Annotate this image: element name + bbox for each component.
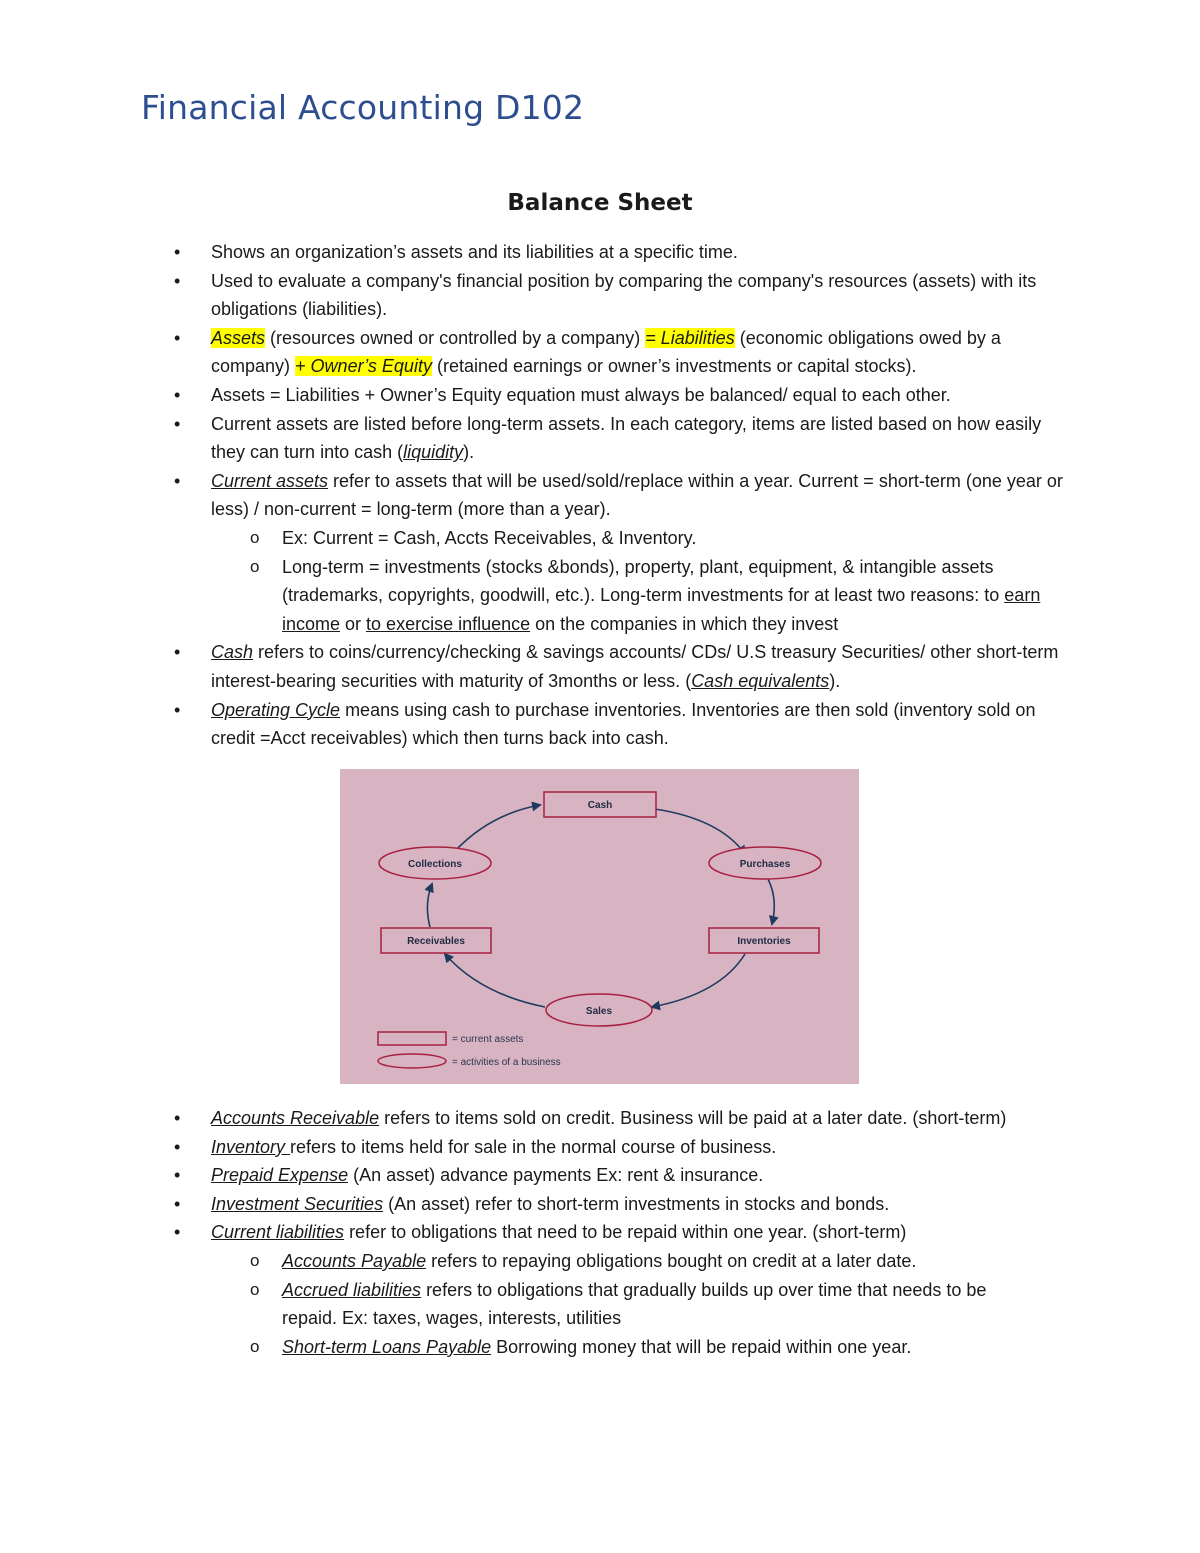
term-accounts-payable: Accounts Payable	[282, 1250, 427, 1271]
node-purchases-label: Purchases	[739, 859, 791, 870]
highlight-liabilities: = Liabilities	[645, 327, 735, 348]
list-item: • Shows an organization’s assets and its liabilities at a specific time.	[0, 238, 1071, 267]
term-inventory: Inventory	[211, 1136, 291, 1157]
sub-list-item: o Accounts Payable refers to repaying obligations bought on credit at a later date.	[0, 1247, 1042, 1276]
list-item: • Assets (resources owned or controlled by a company) = Liabilities (economic obligations owed by a company) + Owner’s Equity (retained earnings or owner’s investments or capital stocks).	[0, 324, 1071, 381]
node-receivables-label: Receivables	[407, 936, 465, 947]
node-collections-label: Collections	[408, 859, 462, 870]
sub-list	[211, 1247, 1071, 1361]
document-title: Financial Accounting D102	[141, 88, 585, 127]
list-item: • Current assets are listed before long-term assets. In each category, items are listed based on how easily they can turn into cash (liquidity).	[0, 410, 1071, 467]
node-sales-label: Sales	[585, 1006, 613, 1017]
bullet-list-top	[0, 238, 1071, 753]
list-item: • Assets = Liabilities + Owner’s Equity equation must always be balanced/ equal to each other.	[0, 381, 1071, 410]
bullet-list-bottom	[0, 1104, 1071, 1361]
highlight-owners-equity: + Owner’s Equity	[295, 356, 432, 377]
term-cash: Cash	[211, 642, 254, 663]
legend-current-assets: = current assets	[452, 1034, 524, 1045]
list-item: • Accounts Receivable refers to items sold on credit. Business will be paid at a later date. (short-term)	[0, 1104, 1071, 1133]
term-prepaid-expense: Prepaid Expense	[211, 1165, 349, 1186]
term-operating-cycle: Operating Cycle	[211, 699, 341, 720]
list-item: • Operating Cycle means using cash to purchase inventories. Inventories are then sold (inventory sold on credit =Acct receivables) which then turns back into cash.	[0, 696, 1071, 753]
list-item: • Cash refers to coins/currency/checking & savings accounts/ CDs/ U.S treasury Securities/ other short-term interest-bearing securities with maturity of 3months or less. (Cash equivalents).	[0, 638, 1071, 695]
sub-list-item: o Short-term Loans Payable Borrowing money that will be repaid within one year.	[0, 1333, 1042, 1362]
sub-list-item: o Ex: Current = Cash, Accts Receivables, & Inventory.	[0, 524, 1042, 553]
sub-list-item: o Long-term = investments (stocks &bonds), property, plant, equipment, & intangible assets (trademarks, copyrights, goodwill, etc.). Long-term investments for at least two reasons: to earn income or to exercise influence on the companies in which they invest	[0, 553, 1042, 639]
term-current-liabilities: Current liabilities	[211, 1222, 345, 1243]
list-item: • Current liabilities refer to obligations that need to be repaid within one year. (short-term) o Accounts Payable refers to repaying obligations bought on credit at a later date. o Accrued liabilities refers to obligations that gradually builds up over time that needs to be repaid. Ex: taxes, wages, interests, utilities o Short-term Loans Payable Borrowing money that will be repaid within one year.	[0, 1218, 1071, 1361]
legend-activities: = activities of a business	[452, 1057, 561, 1068]
term-current-assets: Current assets	[211, 470, 329, 491]
list-item: • Inventory refers to items held for sale in the normal course of business.	[0, 1133, 1071, 1162]
list-item: • Used to evaluate a company's financial position by comparing the company's resources (assets) with its obligations (liabilities).	[0, 267, 1071, 324]
term-liquidity: liquidity	[403, 442, 464, 463]
list-item: • Investment Securities (An asset) refer to short-term investments in stocks and bonds.	[0, 1190, 1071, 1219]
term-cash-equivalents: Cash equivalents	[691, 670, 830, 691]
node-cash-label: Cash	[587, 800, 613, 811]
term-short-term-loans-payable: Short-term Loans Payable	[282, 1336, 492, 1357]
sub-list	[211, 524, 1071, 638]
term-investment-securities: Investment Securities	[211, 1193, 384, 1214]
term-accounts-receivable: Accounts Receivable	[211, 1108, 380, 1128]
sub-list-item: o Accrued liabilities refers to obligations that gradually builds up over time that needs to be repaid. Ex: taxes, wages, interests, utilities	[0, 1276, 1042, 1333]
list-item: • Current assets refer to assets that will be used/sold/replace within a year. Current = short-term (one year or less) / non-current = long-term (more than a year). o Ex: Current = Cash, Accts Receivables, & Inventory. o Long-term = investments (stocks &bonds), property, plant, equipment, & intangible assets (trademarks, copyrights, goodwill, etc.). Long-term investments for at least two reasons: to earn income or to exercise influence on the companies in which they invest	[0, 467, 1071, 639]
node-inventories-label: Inventories	[737, 936, 791, 947]
highlight-assets: Assets	[211, 327, 266, 348]
term-accrued-liabilities: Accrued liabilities	[282, 1279, 422, 1300]
operating-cycle-diagram	[340, 769, 859, 1084]
section-heading: Balance Sheet	[507, 190, 693, 216]
list-item: • Prepaid Expense (An asset) advance payments Ex: rent & insurance.	[0, 1161, 1071, 1190]
legend-ellipse-swatch	[378, 1054, 446, 1068]
legend-box-swatch	[378, 1032, 446, 1045]
